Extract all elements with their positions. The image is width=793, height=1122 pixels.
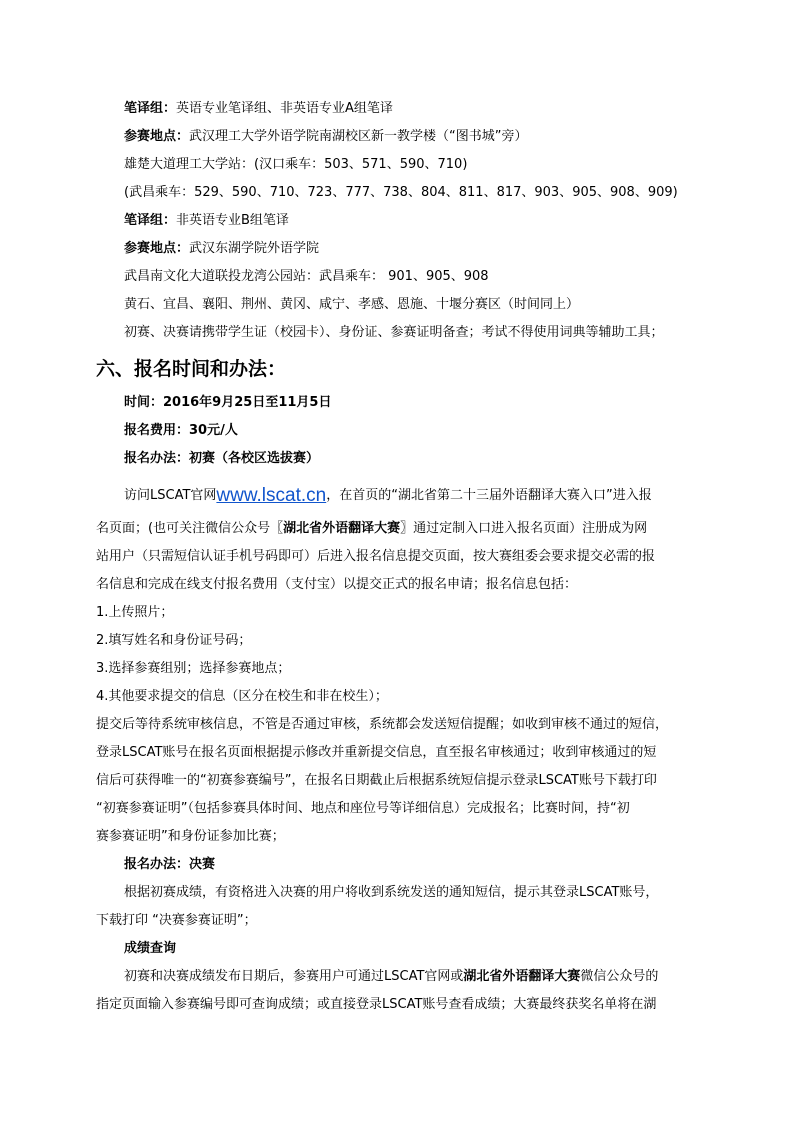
- paragraph-1-line-2: 名页面；(也可关注微信公众号〖湖北省外语翻译大赛〗通过定制入口进入报名页面）注册成为网: [96, 521, 648, 536]
- registration-method-prelim: 报名办法：初赛（各校区选拔赛）: [124, 451, 320, 466]
- paragraph-4-line-2: 指定页面输入参赛编号即可查询成绩；或直接登录LSCAT账号查看成绩；大赛最终获奖名单将在湖: [96, 997, 657, 1012]
- lscat-website-link[interactable]: www.lscat.cn: [216, 485, 327, 506]
- bus-wuchang-line-2: 武昌南文化大道联投龙湾公园站：武昌乘车： 901、905、908: [124, 269, 489, 284]
- paragraph-1-line-3: 站用户（只需短信认证手机号码即可）后进入报名信息提交页面，按大赛组委会要求提交必需的报: [96, 549, 656, 564]
- paragraph-1-line-1: 访问LSCAT官网www.lscat.cn，在首页的“湖北省第二十三届外语翻译大赛入口”进入报: [124, 485, 652, 506]
- paragraph-4-line-1: 初赛和决赛成绩发布日期后，参赛用户可通过LSCAT官网或湖北省外语翻译大赛微信公众号的: [124, 969, 659, 984]
- registration-fee: 报名费用：30元/人: [124, 423, 238, 438]
- section-6-heading: 六、报名时间和办法：: [96, 358, 287, 380]
- registration-method-final: 报名办法：决赛: [124, 857, 216, 872]
- bus-hankou-line: 雄楚大道理工大学站：(汉口乘车：503、571、590、710): [124, 157, 468, 172]
- list-item-1: 1.上传照片；: [96, 605, 174, 620]
- paragraph-1-line-4: 名信息和完成在线支付报名费用（支付宝）以提交正式的报名申请；报名信息包括：: [96, 577, 578, 592]
- list-item-4: 4.其他要求提交的信息（区分在校生和非在校生）；: [96, 689, 388, 704]
- branch-venues-line: 黄石、宜昌、襄阳、荆州、黄冈、咸宁、孝感、恩施、十堰分赛区（时间同上）: [124, 297, 580, 312]
- paragraph-2-line-2: 登录LSCAT账号在报名页面根据提示修改并重新提交信息，直至报名审核通过；收到审核通过的短: [96, 745, 657, 760]
- list-item-2: 2.填写姓名和身份证号码；: [96, 633, 252, 648]
- paragraph-3-line-1: 根据初赛成绩，有资格进入决赛的用户将收到系统发送的通知短信，提示其登录LSCAT账号，: [124, 885, 659, 900]
- score-query-heading: 成绩查询: [124, 941, 177, 956]
- list-item-3: 3.选择参赛组别；选择参赛地点；: [96, 661, 291, 676]
- paragraph-2-line-1: 提交后等待系统审核信息，不管是否通过审核，系统都会发送短信提醒；如收到审核不通过的短信，: [96, 717, 669, 732]
- written-group-line-1: 笔译组：英语专业笔译组、非英语专业A组笔译: [124, 101, 393, 116]
- paragraph-2-line-3: 信后可获得唯一的“初赛参赛编号”，在报名日期截止后根据系统短信提示登录LSCAT账号下载打印: [96, 773, 657, 788]
- bus-wuchang-line: (武昌乘车：529、590、710、723、777、738、804、811、817、903、905、908、909): [124, 185, 678, 200]
- paragraph-3-line-2: 下载打印 “决赛参赛证明”；: [96, 913, 257, 928]
- paragraph-2-line-4: “初赛参赛证明”（包括参赛具体时间、地点和座位号等详细信息）完成报名；比赛时间，持“初: [96, 801, 630, 816]
- registration-time: 时间：2016年9月25日至11月5日: [124, 395, 332, 410]
- venue-line-2: 参赛地点：武汉东湖学院外语学院: [124, 241, 320, 256]
- written-group-line-2: 笔译组：非英语专业B组笔译: [124, 213, 289, 228]
- exam-notice-line: 初赛、决赛请携带学生证（校园卡）、身份证、参赛证明备查；考试不得使用词典等辅助工具；: [124, 325, 664, 340]
- venue-line-1: 参赛地点：武汉理工大学外语学院南湖校区新一教学楼（“图书城”旁）: [124, 129, 528, 144]
- paragraph-2-line-5: 赛参赛证明”和身份证参加比赛；: [96, 829, 285, 844]
